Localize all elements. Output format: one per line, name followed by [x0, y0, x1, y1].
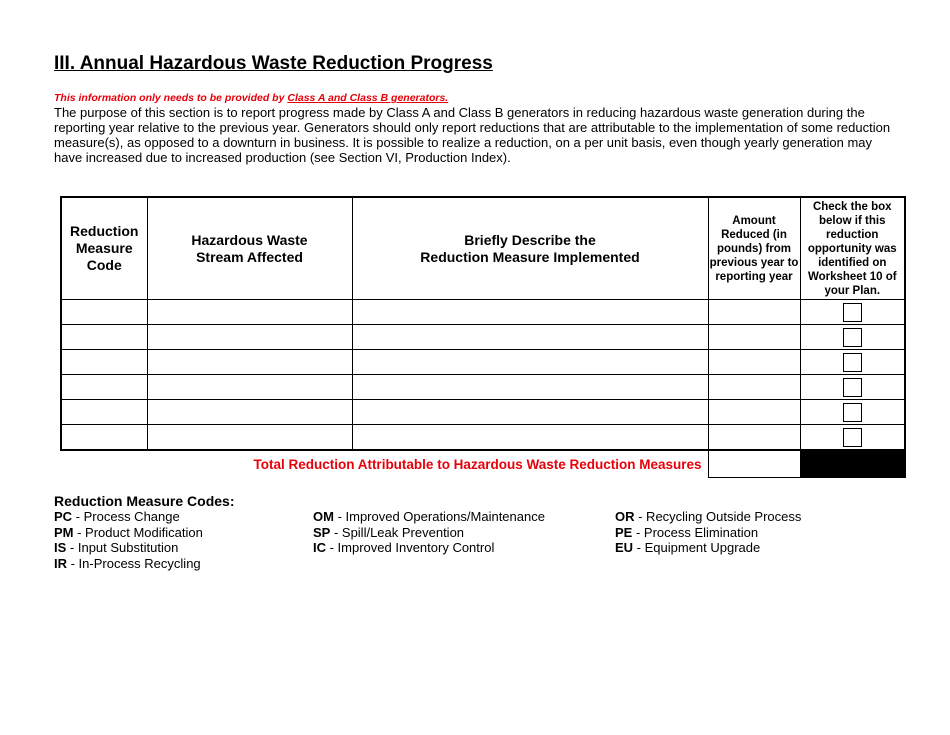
- description-cell[interactable]: [352, 375, 708, 400]
- amount-cell[interactable]: [708, 350, 800, 375]
- worksheet-check-cell: [800, 375, 905, 400]
- code-item: [54, 556, 203, 572]
- worksheet-check-cell: [800, 350, 905, 375]
- worksheet-checkbox[interactable]: [843, 353, 862, 372]
- code-item: [54, 540, 203, 556]
- description-cell[interactable]: [352, 425, 708, 451]
- code-description: - Input Substitution: [66, 540, 179, 555]
- reduction-table: [60, 196, 906, 478]
- codes-column-2: [313, 509, 545, 556]
- code-abbrev: EU: [615, 540, 634, 555]
- description-cell[interactable]: [352, 350, 708, 375]
- worksheet-checkbox[interactable]: [843, 328, 862, 347]
- code-description: - Process Change: [72, 509, 180, 524]
- codes-column-1: [54, 509, 203, 571]
- codes-heading: Reduction Measure Codes:: [54, 493, 235, 509]
- header-description: [352, 197, 708, 300]
- section-title: III. Annual Hazardous Waste Reduction Progress: [54, 53, 493, 74]
- worksheet-checkbox[interactable]: [843, 403, 862, 422]
- worksheet-checkbox[interactable]: [843, 428, 862, 447]
- amount-cell[interactable]: [708, 400, 800, 425]
- code-description: - In-Process Recycling: [67, 555, 201, 571]
- worksheet-check-cell: [800, 300, 905, 325]
- codes-column-3: [615, 509, 801, 556]
- code-item: [313, 540, 545, 556]
- worksheet-checkbox[interactable]: [843, 303, 862, 322]
- reduction-code-cell[interactable]: [61, 425, 147, 451]
- worksheet-check-cell: [800, 425, 905, 451]
- header-check-box: Check the box below if this reduction opportunity was identified on Worksheet 10 of your Plan.: [800, 197, 905, 300]
- reduction-code-cell[interactable]: [61, 325, 147, 350]
- total-amount-field[interactable]: [708, 450, 800, 478]
- notice-class-link: Class A and Class B generators.: [287, 92, 449, 104]
- waste-stream-cell[interactable]: [147, 400, 352, 425]
- code-item: [615, 525, 801, 541]
- total-row: [61, 450, 905, 478]
- class-notice: [54, 92, 448, 104]
- reduction-code-cell[interactable]: [61, 300, 147, 325]
- code-abbrev: IS: [54, 540, 67, 555]
- intro-paragraph: The purpose of this section is to report progress made by Class A and Class B generators in reducing hazardous waste generation during the reporting year relative to the previous year. Generators should only report reductions that are attributable to the implementation of some reduction measure(s), as opposed to a downturn in business. It is possible to realize a reduction, on a per unit basis, even though yearly generation may have increased due to increased production (see Section VI, Production Index).: [54, 105, 891, 165]
- table-row: [61, 300, 905, 325]
- header-reduction-code: Reduction Measure Code: [61, 197, 147, 300]
- code-abbrev: IR: [54, 555, 67, 571]
- code-description: - Improved Operations/Maintenance: [333, 509, 545, 524]
- code-abbrev: PE: [615, 524, 633, 540]
- code-description: - Spill/Leak Prevention: [330, 524, 465, 540]
- header-waste-stream-label: Hazardous Waste Stream Affected: [191, 231, 308, 265]
- code-abbrev: OR: [615, 509, 635, 524]
- amount-cell[interactable]: [708, 325, 800, 350]
- table-row: [61, 375, 905, 400]
- total-blocked-cell: [800, 450, 905, 478]
- code-abbrev: PM: [54, 524, 74, 540]
- table-row: [61, 425, 905, 451]
- table-header-row: [61, 197, 905, 300]
- description-cell[interactable]: [352, 325, 708, 350]
- waste-stream-cell[interactable]: [147, 375, 352, 400]
- code-description: - Equipment Upgrade: [633, 540, 761, 555]
- amount-cell[interactable]: [708, 425, 800, 451]
- worksheet-checkbox[interactable]: [843, 378, 862, 397]
- code-description: - Recycling Outside Process: [634, 509, 802, 524]
- code-item: [54, 525, 203, 541]
- worksheet-check-cell: [800, 400, 905, 425]
- description-cell[interactable]: [352, 400, 708, 425]
- reduction-code-cell[interactable]: [61, 350, 147, 375]
- code-description: - Product Modification: [73, 524, 203, 540]
- header-description-line2: Reduction Measure Implemented: [420, 248, 640, 265]
- code-abbrev: OM: [313, 509, 334, 524]
- description-cell[interactable]: [352, 300, 708, 325]
- code-description: - Improved Inventory Control: [326, 540, 495, 555]
- notice-prefix: This information only needs to be provided by: [54, 92, 288, 104]
- code-description: - Process Elimination: [632, 524, 759, 540]
- waste-stream-cell[interactable]: [147, 425, 352, 451]
- code-item: [54, 509, 203, 525]
- waste-stream-cell[interactable]: [147, 350, 352, 375]
- code-item: [313, 525, 545, 541]
- waste-stream-cell[interactable]: [147, 325, 352, 350]
- code-item: [615, 509, 801, 525]
- code-abbrev: PC: [54, 509, 73, 524]
- table-row: [61, 400, 905, 425]
- waste-stream-cell[interactable]: [147, 300, 352, 325]
- header-amount-reduced: Amount Reduced (in pounds) from previous year to reporting year: [708, 197, 800, 300]
- code-abbrev: IC: [313, 540, 326, 555]
- reduction-code-cell[interactable]: [61, 400, 147, 425]
- amount-cell[interactable]: [708, 300, 800, 325]
- table-row: [61, 350, 905, 375]
- amount-cell[interactable]: [708, 375, 800, 400]
- table-row: [61, 325, 905, 350]
- code-abbrev: SP: [313, 524, 331, 540]
- worksheet-check-cell: [800, 325, 905, 350]
- code-item: [615, 540, 801, 556]
- header-waste-stream: [147, 197, 352, 300]
- code-item: [313, 509, 545, 525]
- total-label: Total Reduction Attributable to Hazardous Waste Reduction Measures: [253, 456, 702, 472]
- reduction-code-cell[interactable]: [61, 375, 147, 400]
- header-description-line1: Briefly Describe the: [464, 231, 596, 248]
